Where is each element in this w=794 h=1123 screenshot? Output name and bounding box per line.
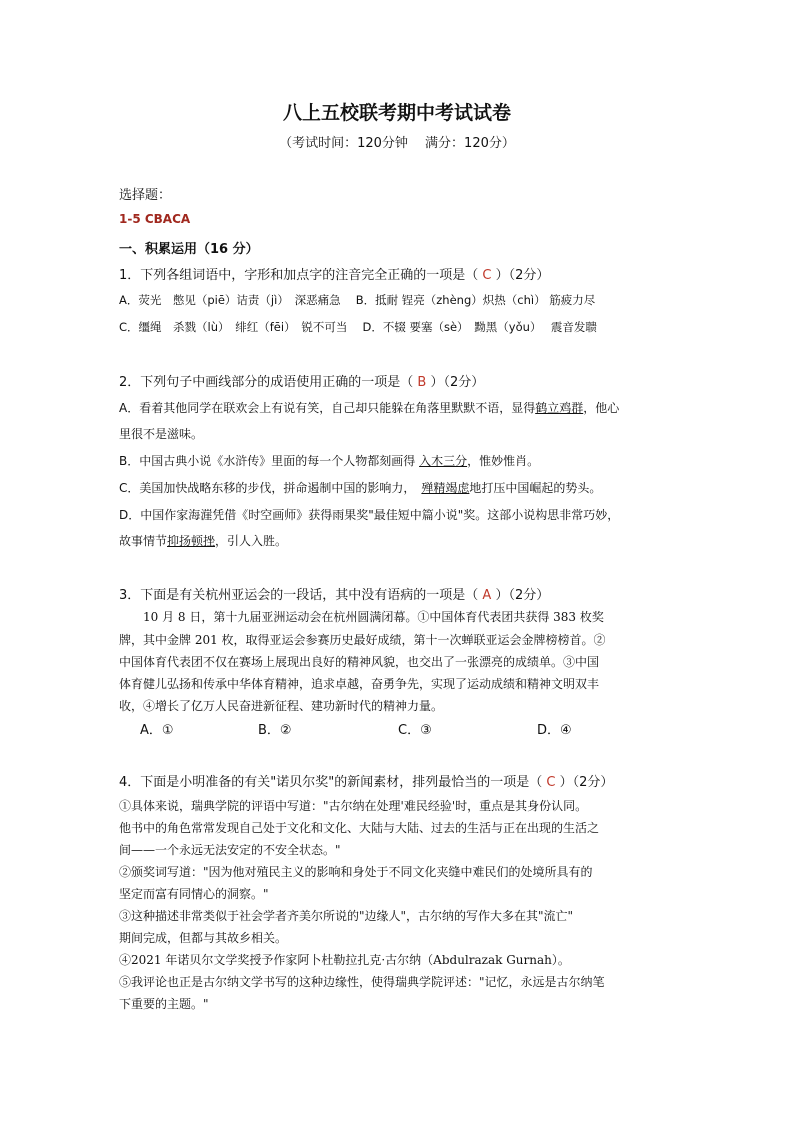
question-4-material-line: ②颁奖词写道："因为他对殖民主义的影响和身处于不同文化夹缝中难民们的处境所具有的	[119, 865, 593, 879]
question-3-stem	[119, 584, 549, 603]
exam-info: （考试时间：120分钟 满分：120分）	[279, 136, 515, 151]
underlined-idiom: 殚精竭虑	[421, 481, 470, 495]
question-3-option-b: B．②	[258, 723, 292, 738]
question-4-material-line: ④2021 年诺贝尔文学奖授予作家阿卜杜勒拉扎克·古尔纳（Abdulrazak Gurnah）。	[119, 953, 570, 967]
question-1-option-ab: A．荧光 憋见（piē）诘责（jì） 深恶痛急 B．抵耐 锃亮（zhèng）炽热（chì） 筋疲力尽	[119, 293, 596, 307]
answer-mark: C	[482, 268, 492, 283]
question-3-passage-line: 体育健儿弘扬和传承中华体育精神，追求卓越，奋勇争先，实现了运动成绩和精神文明双丰	[119, 677, 600, 691]
question-4-material-line: 下重要的主题。"	[119, 997, 209, 1011]
question-1-stem	[119, 264, 549, 283]
stem-text: 2．下列句子中画线部分的成语使用正确的一项是（	[119, 375, 418, 390]
question-3-passage-line: 收，④增长了亿万人民奋进新征程、建功新时代的精神力量。	[119, 699, 444, 713]
question-4-material-line: 他书中的角色常常发现自己处于文化和文化、大陆与大陆、过去的生活与正在出现的生活之	[119, 821, 600, 835]
section-label: 选择题：	[119, 188, 172, 203]
stem-text: ）（2分）	[555, 775, 614, 790]
question-2-option-c	[119, 479, 601, 496]
question-4-material-line: 坚定而富有同情心的洞察。"	[119, 887, 269, 901]
question-4-material-line: 期间完成，但都与其故乡相关。	[119, 931, 288, 945]
question-3-option-c: C．③	[398, 723, 432, 738]
underlined-idiom: 鹤立鸡群	[535, 401, 584, 415]
answer-mark: B	[417, 375, 427, 390]
stem-text: ）（2分）	[491, 588, 550, 603]
answer-mark: C	[546, 775, 556, 790]
stem-text: 3．下面是有关杭州亚运会的一段话，其中没有语病的一项是（	[119, 588, 483, 603]
question-1-option-cd: C．缰绳 杀戮（lù） 绯红（fēi） 锐不可当 D．不辍 要塞（sè） 黝黑（yǒu） 震音发聩	[119, 320, 597, 334]
question-4-material-line: ③这种描述非常类似于社会学者齐美尔所说的"边缘人"，古尔纳的写作大多在其"流亡"	[119, 909, 574, 923]
underlined-idiom: 抑扬顿挫	[167, 534, 216, 548]
option-text: ，引人入胜。	[215, 534, 288, 548]
question-2-option-a	[119, 399, 619, 416]
question-2-option-d-cont	[119, 532, 287, 549]
underlined-idiom: 入木三分	[419, 454, 468, 468]
question-3-option-a: A．①	[140, 723, 174, 738]
question-2-stem	[119, 371, 484, 390]
stem-text: ）（2分）	[426, 375, 485, 390]
option-text: ，他心	[583, 401, 620, 415]
question-3-passage-line: 中国体育代表团不仅在赛场上展现出良好的精神风貌，也交出了一张漂亮的成绩单。③中国	[119, 655, 600, 669]
question-4-stem	[119, 771, 613, 790]
question-2-option-a-cont: 里很不是滋味。	[119, 427, 204, 441]
stem-text: ）（2分）	[491, 268, 550, 283]
question-4-material-line: 间——一个永远无法安定的不安全状态。"	[119, 843, 341, 857]
question-2-option-d: D．中国作家海漄凭借《时空画师》获得雨果奖"最佳短中篇小说"奖。这部小说构思非常巧妙，	[119, 508, 620, 522]
question-4-material-line: ①具体来说，瑞典学院的评语中写道："古尔纳在处理'难民经验'时，重点是其身份认同。	[119, 799, 588, 813]
question-3-passage-line: 10 月 8 日，第十九届亚洲运动会在杭州圆满闭幕。①中国体育代表团共获得 383 枚奖	[119, 610, 604, 624]
option-text: ，惟妙惟肖。	[467, 454, 540, 468]
option-text: 故事情节	[119, 534, 168, 548]
stem-text: 1．下列各组词语中，字形和加点字的注音完全正确的一项是（	[119, 268, 483, 283]
question-4-material-line: ⑤我评论也正是古尔纳文学书写的这种边缘性，使得瑞典学院评述："记忆，永远是古尔纳笔	[119, 975, 605, 989]
option-text: B．中国古典小说《水浒传》里面的每一个人物都刻画得	[119, 454, 420, 468]
answer-key: 1-5 CBACA	[119, 212, 191, 226]
answer-mark: A	[482, 588, 492, 603]
option-text: A．看着其他同学在联欢会上有说有笑，自己却只能躲在角落里默默不语，显得	[119, 401, 536, 415]
stem-text: 4．下面是小明准备的有关"诺贝尔奖"的新闻素材，排列最恰当的一项是（	[119, 775, 547, 790]
section-heading: 一、积累运用（16 分）	[119, 242, 259, 257]
option-text: 地打压中国崛起的势头。	[469, 481, 602, 495]
question-2-option-b	[119, 452, 539, 469]
question-3-passage-line: 牌，其中金牌 201 枚，取得亚运会参赛历史最好成绩，第十一次蝉联亚运会金牌榜榜首。②	[119, 633, 606, 647]
page-title: 八上五校联考期中考试试卷	[282, 102, 511, 124]
option-text: C．美国加快战略东移的步伐，拼命遏制中国的影响力，	[119, 481, 422, 495]
question-3-option-d: D．④	[537, 723, 572, 738]
